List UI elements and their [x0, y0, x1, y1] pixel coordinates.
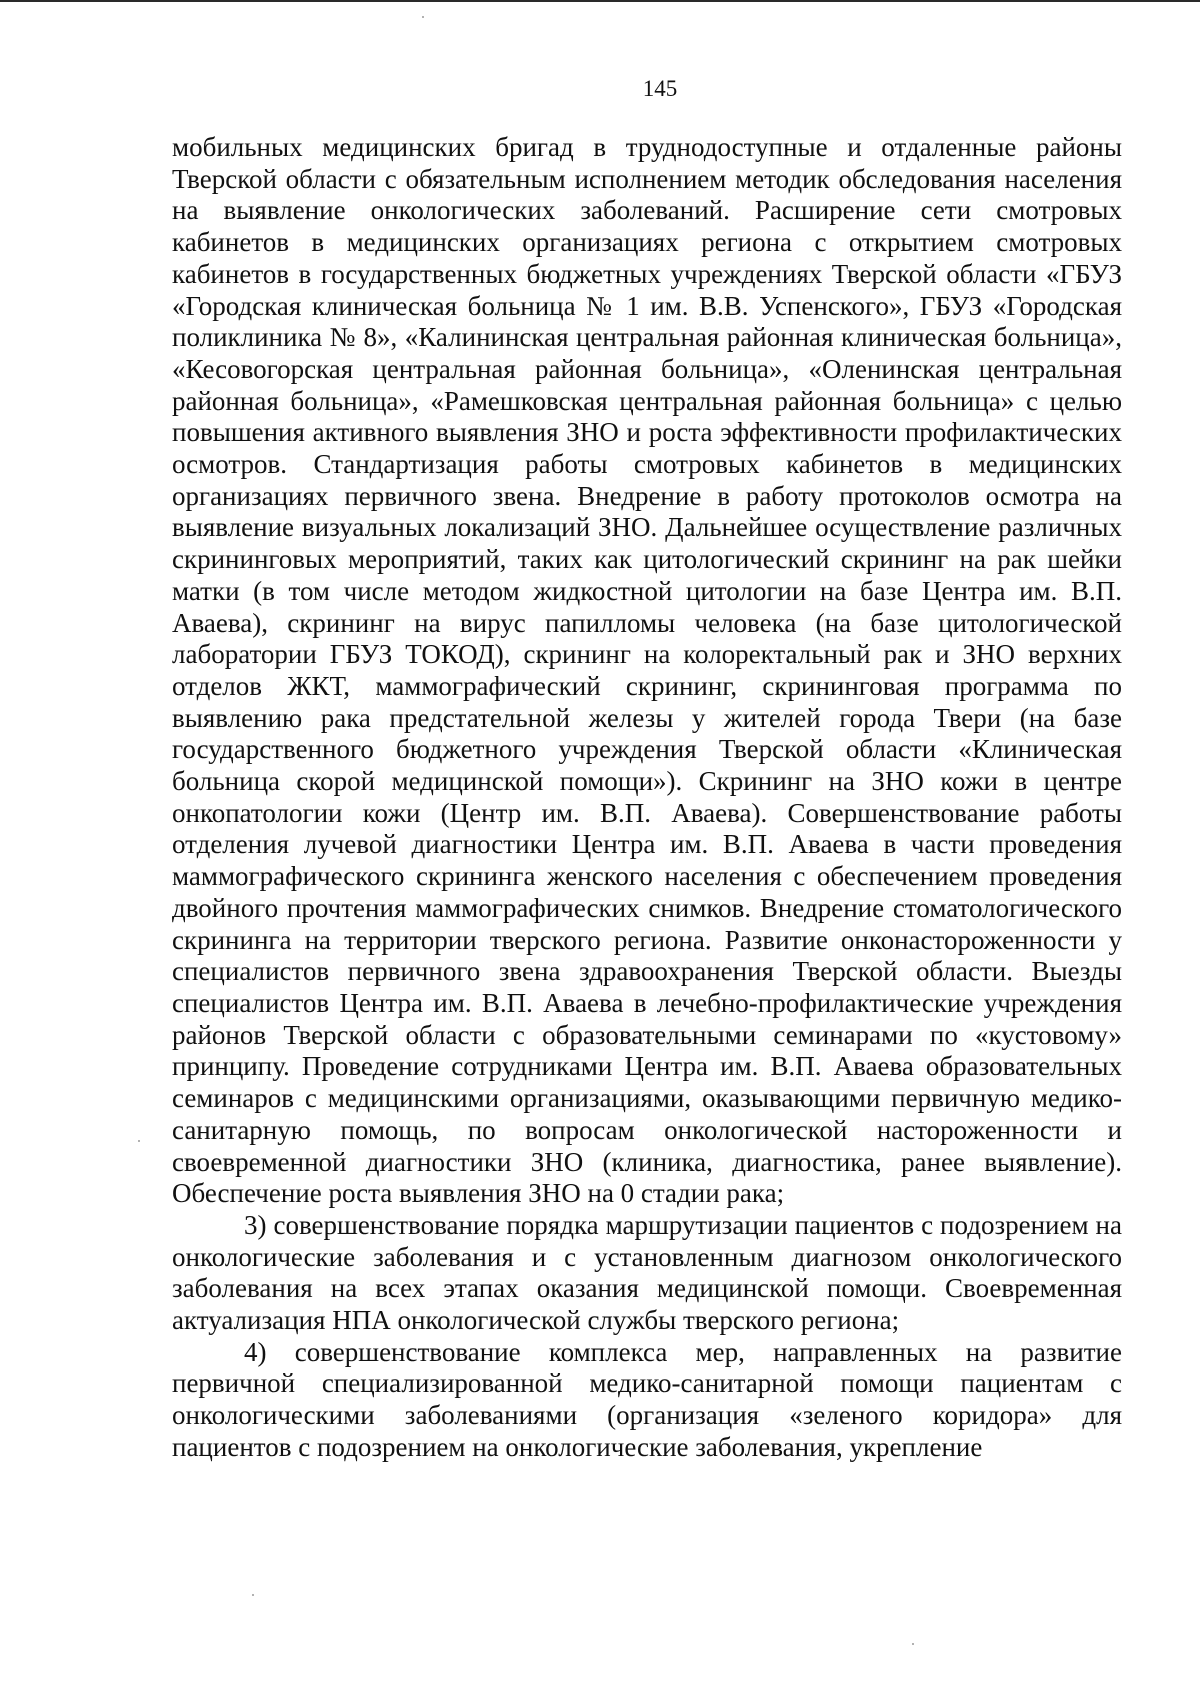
paragraph-item-4: 4) совершенствование комплекса мер, направленных на развитие первичной специализированной медико-санитарной помощи пациентам с онкологическими заболеваниями (организация «зеленого коридора» для пациентов с подозрением на онкологические заболевания, укрепление: [172, 1336, 1122, 1462]
page-number: 145: [642, 76, 678, 101]
paragraph-item-3: 3) совершенствование порядка маршрутизации пациентов с подозрением на онкологические заболевания и с установленным диагнозом онкологического заболевания на всех этапах оказания медицинской помощи. Своевременная актуализация НПА онкологической службы тверского региона;: [172, 1209, 1122, 1336]
scan-speck: [252, 1594, 254, 1596]
scan-speck: [138, 1140, 140, 1142]
page-body: [172, 132, 1122, 1464]
scan-speck: [912, 1643, 914, 1645]
scan-speck: [422, 16, 424, 18]
scan-top-border: [0, 0, 1200, 2]
paragraph-continuation: мобильных медицинских бригад в труднодоступные и отдаленные районы Тверской области с обязательным исполнением методик обследования населения на выявление онкологических заболеваний. Расширение сети смотровых кабинетов в медицинских организациях региона с открытием смотровых кабинетов в государственных бюджетных учреждениях Тверской области «ГБУЗ «Городская клиническая больница № 1 им. В.В. Успенского», ГБУЗ «Городская поликлиника № 8», «Калининская центральная районная клиническая больница», «Кесовогорская центральная районная больница», «Оленинская центральная районная больница», «Рамешковская центральная районная больница» с целью повышения активного выявления ЗНО и роста эффективности профилактических осмотров. Стандартизация работы смотровых кабинетов в медицинских организациях первичного звена. Внедрение в работу протоколов осмотра на выявление визуальных локализаций ЗНО. Дальнейшее осуществление различных скрининговых мероприятий, таких как цитологический скрининг на рак шейки матки (в том числе методом жидкостной цитологии на базе Центра им. В.П. Аваева), скрининг на вирус папилломы человека (на базе цитологической лаборатории ГБУЗ ТОКОД), скрининг на колоректальный рак и ЗНО верхних отделов ЖКТ, маммографический скрининг, скрининговая программа по выявлению рака предстательной железы у жителей города Твери (на базе государственного бюджетного учреждения Тверской области «Клиническая больница скорой медицинской помощи»). Скрининг на ЗНО кожи в центре онкопатологии кожи (Центр им. В.П. Аваева). Совершенствование работы отделения лучевой диагностики Центра им. В.П. Аваева в части проведения маммографического скрининга женского населения с обеспечением проведения двойного прочтения маммографических снимков. Внедрение стоматологического скрининга на территории тверского региона. Развитие онконастороженности у специалистов первичного звена здравоохранения Тверской области. Выезды специалистов Центра им. В.П. Аваева в лечебно-профилактические учреждения районов Тверской области с образовательными семинарами по «кустовому» принципу. Проведение сотрудниками Центра им. В.П. Аваева образовательных семинаров с медицинскими организациями, оказывающими первичную медико-санитарную помощь, по вопросам онкологической настороженности и своевременной диагностики ЗНО (клиника, диагностика, ранее выявление). Обеспечение роста выявления ЗНО на 0 стадии рака;: [172, 132, 1122, 1209]
